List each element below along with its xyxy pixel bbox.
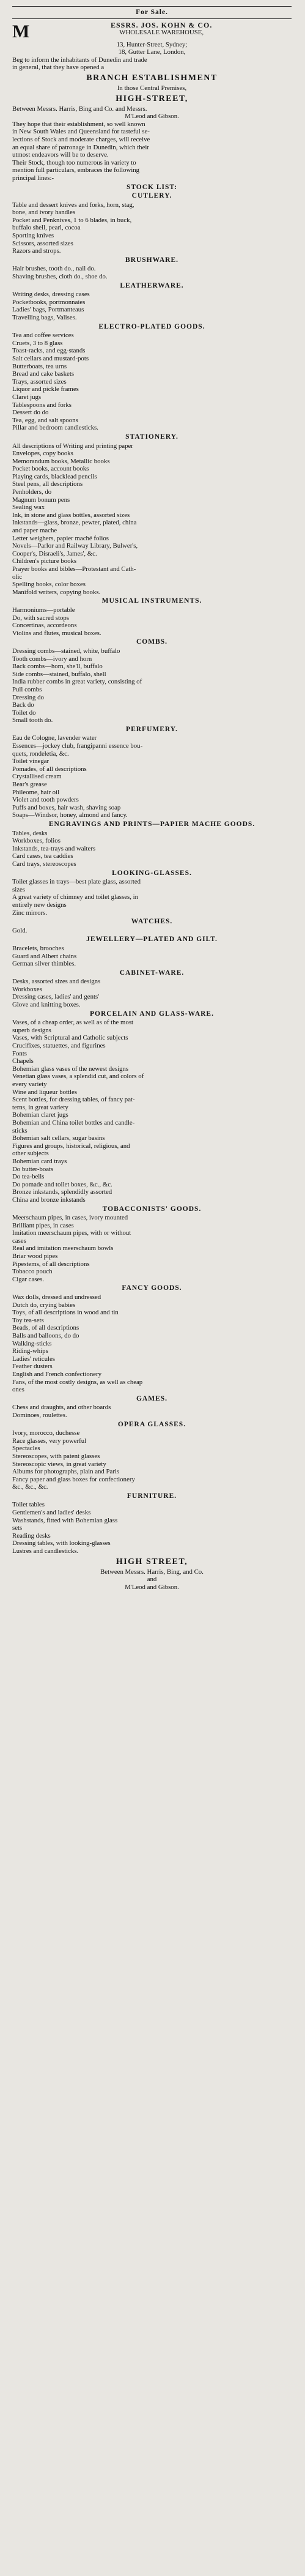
stock-item: Toilet do [12, 709, 36, 717]
stock-item: Dressing tables, with looking-glasses [12, 1539, 111, 1547]
stock-item: Reading desks [12, 1532, 51, 1539]
top-rule [12, 6, 292, 7]
stock-item: Shaving brushes, cloth do., shoe do. [12, 273, 108, 281]
stock-item: Travelling bags, Valises. [12, 314, 77, 321]
stock-item: Tablespoons and forks [12, 401, 72, 409]
stock-item: entirely new designs [12, 901, 67, 909]
stock-item: Toy tea-sets [12, 1316, 44, 1324]
stock-item: Scissors, assorted sizes [12, 239, 73, 247]
stock-item: superb designs [12, 1026, 51, 1034]
stock-item: Playing cards, blacklead pencils [12, 472, 97, 480]
stock-item: Workboxes [12, 985, 42, 993]
footer-between: Between Messrs. Harris, Bing, and Co. [100, 1568, 204, 1576]
stock-item: Pocket books, account books [12, 465, 89, 473]
stock-item: Bohemian claret jugs [12, 1111, 68, 1119]
stock-item: Envelopes, copy books [12, 450, 73, 458]
stock-item: Penholders, do [12, 488, 52, 496]
stock-item: Ivory, morocco, duchesse [12, 1429, 80, 1437]
stock-item: Walking-sticks [12, 1339, 52, 1347]
stock-item: quets, rondeletia, &c. [12, 750, 69, 758]
stock-item: Workboxes, folios [12, 837, 61, 845]
stock-item: Cooper's, Disraeli's, James', &c. [12, 549, 97, 557]
drop-capital: M [12, 21, 30, 42]
section-heading: CUTLERY. [131, 192, 172, 200]
stock-item: Do butter-boats [12, 1165, 54, 1173]
section-heading: BRUSHWARE. [125, 256, 178, 264]
stock-item: Stereoscopes, with patent glasses [12, 1452, 100, 1460]
stock-item: Back combs—horn, she'll, buffalo [12, 663, 103, 671]
stock-item: Spectacles [12, 1445, 40, 1453]
stock-item: Brilliant pipes, in cases [12, 1221, 74, 1229]
stock-item: Spelling books, color boxes [12, 581, 86, 589]
stock-item: Pillar and bedroom candlesticks. [12, 424, 98, 432]
stock-item: Butterboats, tea urns [12, 362, 67, 370]
stock-item: Imitation meerschaum pipes, with or without [12, 1229, 131, 1237]
section-heading: MUSICAL INSTRUMENTS. [101, 597, 202, 605]
stock-item: Fonts [12, 1049, 28, 1057]
stock-item: Writing desks, dressing cases [12, 291, 90, 299]
stock-item: Tables, desks [12, 829, 48, 837]
stock-item: Bread and cake baskets [12, 370, 75, 378]
stock-item: Claret jugs [12, 393, 42, 401]
stock-item: Soaps—Windsor, honey, almond and fancy. [12, 811, 128, 819]
between-line: M'Leod and Gibson. [125, 113, 179, 121]
section-heading: ELECTRO-PLATED GOODS. [98, 322, 205, 330]
stock-item: Albums for photographs, plain and Paris [12, 1468, 120, 1476]
stock-item: &c., &c., &c. [12, 1483, 48, 1491]
stock-item: English and French confectionery [12, 1370, 102, 1378]
stock-item: sets [12, 1524, 23, 1532]
footer-street: HIGH STREET, [116, 1557, 188, 1566]
stock-item: Pocketbooks, portmonnaies [12, 298, 86, 306]
stock-item: Sporting knives [12, 232, 54, 240]
section-heading: PERFUMERY. [126, 725, 178, 733]
stock-item: Magnum bonum pens [12, 496, 70, 504]
warehouse-line: WHOLESALE WAREHOUSE, [119, 29, 204, 37]
stock-item: Hair brushes, tooth do., nail do. [12, 265, 96, 273]
intro-paragraph-line: mention full particulars, embraces the following [12, 166, 140, 174]
stock-item: Toast-racks, and egg-stands [12, 347, 86, 355]
stock-item: other subjects [12, 1150, 49, 1158]
stock-item: terns, in great variety [12, 1103, 68, 1111]
section-heading: LEATHERWARE. [120, 281, 184, 289]
stock-item: Vases, with Scriptural and Catholic subjects [12, 1034, 128, 1042]
stock-item: sticks [12, 1126, 28, 1134]
stock-item: Cigar cases. [12, 1275, 45, 1283]
heading-rule [12, 18, 292, 19]
stock-item: Dominoes, roulettes. [12, 1411, 67, 1419]
stock-item: Puffs and boxes, hair wash, shaving soap [12, 803, 121, 811]
stock-item: Balls and balloons, do do [12, 1332, 79, 1339]
stock-item: Salt cellars and mustard-pots [12, 354, 89, 362]
stock-item: Bronze inkstands, splendidly assorted [12, 1188, 112, 1196]
firm-name: ESSRS. JOS. KOHN & CO. [110, 21, 213, 29]
stock-item: Crucifixes, statuettes, and figurines [12, 1042, 106, 1050]
address-line-2: 18, Gutter Lane, London, [118, 48, 186, 56]
stock-item: Tea, egg, and salt spoons [12, 416, 78, 424]
stock-item: Race glasses, very powerful [12, 1437, 87, 1445]
stock-list-heading: STOCK LIST: [126, 183, 178, 191]
intro-paragraph-line: principal lines:- [12, 174, 54, 182]
stock-item: Tooth combs—ivory and horn [12, 655, 92, 663]
stock-item: Chess and draughts, and other boards [12, 1404, 111, 1412]
stock-item: Gentlemen's and ladies' desks [12, 1509, 91, 1517]
stock-item: Bohemian glass vases of the newest designs [12, 1065, 129, 1073]
intro-line: Beg to inform the inhabitants of Dunedin and trade [12, 56, 147, 64]
stock-item: Meerschaum pipes, in cases, ivory mounted [12, 1214, 128, 1222]
stock-item: Riding-whips [12, 1347, 48, 1355]
section-heading: OPERA GLASSES. [117, 1420, 186, 1428]
section-heading: LOOKING-GLASSES. [112, 869, 192, 877]
stock-item: Beads, of all descriptions [12, 1324, 79, 1332]
stock-item: Toys, of all descriptions in wood and tin [12, 1309, 119, 1317]
stock-item: Chapels [12, 1057, 34, 1065]
stock-item: Harmoniums—portable [12, 606, 75, 614]
stock-item: Trays, assorted sizes [12, 378, 67, 385]
high-street-heading: HIGH-STREET, [116, 94, 188, 103]
stock-item: Toilet glasses in trays—best plate glass, assorted [12, 878, 141, 886]
stock-item: India rubber combs in great variety, consisting of [12, 678, 142, 686]
stock-item: Lustres and candlesticks. [12, 1547, 79, 1555]
intro-line: in general, that they have opened a [12, 64, 105, 72]
stock-item: Ladies' bags, Portmanteaus [12, 306, 84, 314]
stock-item: Sealing wax [12, 504, 45, 512]
section-heading: PORCELAIN AND GLASS-WARE. [90, 1010, 214, 1018]
stock-item: Novels—Parlor and Railway Library, Bulwer's, [12, 542, 138, 550]
stock-item: Wax dolls, dressed and undressed [12, 1294, 101, 1301]
footer-and: and [147, 1576, 157, 1584]
stock-item: Ink, in stone and glass bottles, assorted sizes [12, 511, 130, 519]
stock-item: Venetian glass vases, a splendid cut, and colors of [12, 1073, 144, 1081]
stock-item: Do, with sacred stops [12, 614, 69, 622]
stock-item: Tea and coffee services [12, 332, 74, 340]
stock-item: Phileome, hair oil [12, 788, 60, 796]
stock-item: Crystallised cream [12, 773, 62, 781]
stock-item: Bohemian salt cellars, sugar basins [12, 1134, 105, 1142]
stock-item: Ladies' reticules [12, 1355, 55, 1363]
stock-item: A great variety of chimney and toilet glasses, in [12, 893, 138, 901]
section-heading: FURNITURE. [127, 1492, 177, 1500]
intro-paragraph-line: lections of Stock and moderate charges, will receive [12, 135, 150, 143]
stock-item: sizes [12, 885, 25, 893]
footer-last: M'Leod and Gibson. [125, 1583, 179, 1591]
section-heading: WATCHES. [131, 918, 173, 926]
stock-item: Zinc mirrors. [12, 909, 47, 917]
stock-item: All descriptions of Writing and printing paper [12, 442, 133, 450]
stock-item: Briar wood pipes [12, 1253, 58, 1260]
stock-item: Desks, assorted sizes and designs [12, 978, 101, 986]
stock-item: Dutch do, crying babies [12, 1301, 76, 1309]
address-line-1: 13, Hunter-Street, Sydney; [116, 40, 188, 48]
stock-item: Cruets, 3 to 8 glass [12, 339, 63, 347]
section-heading: TOBACCONISTS' GOODS. [102, 1205, 202, 1213]
stock-item: olic [12, 573, 23, 581]
ad-heading: For Sale. [136, 9, 168, 16]
stock-item: Pull combs [12, 685, 42, 693]
stock-item: Gold. [12, 926, 28, 934]
stock-item: Letter weighers, papier maché folios [12, 534, 109, 542]
intro-paragraph-line: utmost endeavors will be to deserve. [12, 151, 109, 159]
intro-paragraph-line: in New South Wales and Queensland for tasteful se- [12, 128, 150, 136]
stock-item: Do pomade and toilet boxes, &c., &c. [12, 1180, 112, 1188]
stock-item: German silver thimbles. [12, 960, 76, 968]
branch-heading: BRANCH ESTABLISHMENT [86, 73, 218, 83]
stock-item: bone, and ivory handles [12, 209, 76, 217]
stock-item: Back do [12, 701, 34, 709]
stock-item: Pipestems, of all descriptions [12, 1260, 90, 1268]
stock-item: Figures and groups, historical, religious, and [12, 1142, 130, 1150]
stock-sections [12, 192, 292, 1555]
stock-item: Pomades, of all descriptions [12, 765, 87, 773]
body-intro [12, 121, 292, 182]
section-heading: GAMES. [136, 1394, 168, 1402]
stock-item: Scent bottles, for dressing tables, of fancy pat- [12, 1096, 135, 1104]
stock-item: Side combs—stained, buffalo, shell [12, 670, 106, 678]
stock-item: Violins and flutes, musical boxes. [12, 629, 101, 637]
stock-item: Card cases, tea caddies [12, 852, 73, 860]
stock-item: Children's picture books [12, 557, 77, 565]
stock-item: every variety [12, 1081, 47, 1088]
stock-item: and paper mache [12, 527, 57, 535]
stock-item: Bohemian card trays [12, 1157, 67, 1165]
stock-item: Dessert do do [12, 409, 49, 417]
stock-item: ones [12, 1386, 24, 1394]
stock-item: Card trays, stereoscopes [12, 860, 76, 868]
stock-item: Memorandum books, Metallic books [12, 457, 110, 465]
stock-item: Guard and Albert chains [12, 952, 77, 960]
stock-item: Prayer books and bibles—Protestant and Cath- [12, 565, 136, 573]
section-heading: COMBS. [136, 638, 168, 646]
stock-item: buffalo shell, pearl, cocoa [12, 224, 81, 232]
stock-item: Bear's grease [12, 781, 47, 789]
stock-item: cases [12, 1237, 26, 1245]
stock-item: Liquor and pickle frames [12, 385, 79, 393]
stock-item: Feather dusters [12, 1363, 53, 1371]
section-heading: CABINET-WARE. [119, 969, 185, 977]
intro-paragraph-line: They hope that their establishment, so well known [12, 120, 145, 128]
stock-item: Small tooth do. [12, 717, 53, 724]
stock-item: Concertinas, accordeons [12, 622, 77, 630]
stock-item: Wine and liqueur bottles [12, 1088, 78, 1096]
stock-item: Vases, of a cheap order, as well as of the most [12, 1019, 134, 1027]
section-heading: FANCY GOODS. [122, 1284, 182, 1292]
stock-item: Dressing cases, ladies' and gents' [12, 993, 100, 1001]
stock-item: China and bronze inkstands [12, 1196, 86, 1204]
stock-item: Tobacco pouch [12, 1268, 53, 1276]
stock-item: Razors and strops. [12, 247, 61, 255]
stock-item: Dressing do [12, 693, 44, 701]
stock-item: Fancy paper and glass boxes for confectionery [12, 1475, 135, 1483]
stock-item: Fans, of the most costly designs, as well as cheap [12, 1378, 143, 1386]
stock-item: Violet and tooth powders [12, 796, 79, 804]
stock-item: Do tea-bells [12, 1173, 45, 1181]
between-line: Between Messrs. Harris, Bing and Co. and Messrs. [12, 105, 147, 113]
premises-line: In those Central Premises, [117, 84, 187, 92]
section-heading: ENGRAVINGS AND PRINTS—PAPIER MACHE GOODS. [48, 821, 255, 828]
stock-item: Toilet vinegar [12, 758, 50, 765]
section-heading: STATIONERY. [125, 433, 178, 441]
stock-item: Inkstands—glass, bronze, pewter, plated, china [12, 519, 137, 527]
stock-item: Table and dessert knives and forks, horn, stag, [12, 201, 134, 209]
stock-item: Manifold writers, copying books. [12, 588, 101, 596]
intro-paragraph-line: Their Stock, though too numerous in variety to [12, 158, 136, 166]
stock-item: Toilet tables [12, 1501, 45, 1509]
firm-line [12, 21, 292, 42]
stock-item: Real and imitation meerschaum bowls [12, 1245, 114, 1253]
stock-item: Eau de Cologne, lavender water [12, 734, 97, 742]
stock-item: Dressing combs—stained, white, buffalo [12, 647, 120, 655]
intro-paragraph-line: an equal share of patronage in Dunedin, which their [12, 143, 149, 151]
section-heading: JEWELLERY—PLATED AND GILT. [86, 936, 218, 944]
stock-item: Essences—jockey club, frangipanni essence bou- [12, 742, 143, 750]
stock-item: Inkstands, tea-trays and waiters [12, 844, 96, 852]
stock-item: Washstands, fitted with Bohemian glass [12, 1516, 118, 1524]
stock-item: Pocket and Penknives, 1 to 6 blades, in buck, [12, 216, 132, 224]
stock-item: Bohemian and China toilet bottles and candle- [12, 1119, 135, 1126]
stock-item: Steel pens, all descriptions [12, 480, 83, 488]
stock-item: Bracelets, brooches [12, 944, 64, 952]
stock-item: Glove and knitting boxes. [12, 1001, 81, 1009]
stock-item: Stereoscopic views, in great variety [12, 1460, 106, 1468]
